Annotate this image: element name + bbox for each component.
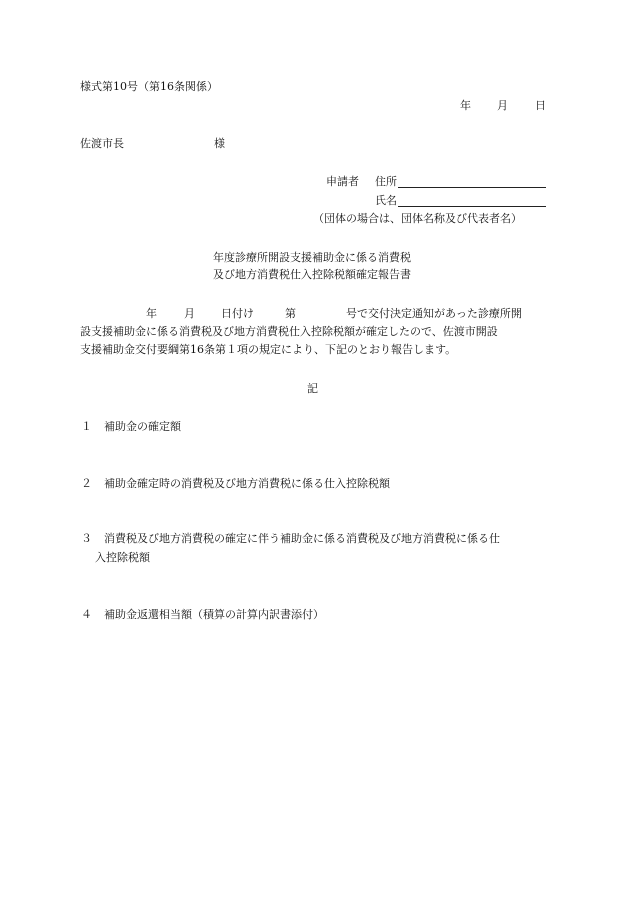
body-dated: 日付け <box>221 307 254 320</box>
applicant-note: （団体の場合は、団体名称及び代表者名） <box>313 212 522 225</box>
item-4-number: ４ <box>81 608 92 621</box>
document-title-line1: 年度診療所開設支援補助金に係る消費税 <box>213 251 411 264</box>
date-day: 日 <box>535 99 546 112</box>
date-month: 月 <box>497 99 508 112</box>
date-year: 年 <box>460 99 471 112</box>
body-line2: 設支援補助金に係る消費税及び地方消費税仕入控除税額が確定したので、佐渡市開設 <box>80 325 498 338</box>
item-4-text: 補助金返還相当額（積算の計算内訳書添付） <box>104 608 324 621</box>
body-line3: 支援補助金交付要綱第16条第１項の規定により、下記のとおり報告します。 <box>80 343 457 356</box>
body-month: 月 <box>184 307 195 320</box>
ki-heading: 記 <box>307 382 318 395</box>
addressee-name: 佐渡市長 <box>80 137 124 150</box>
applicant-address-label: 住所 <box>375 175 397 188</box>
item-3-number: ３ <box>81 532 92 545</box>
body-line1-rest: 号で交付決定通知があった診療所開 <box>346 307 522 320</box>
item-1-text: 補助金の確定額 <box>104 420 181 433</box>
item-2-text: 補助金確定時の消費税及び地方消費税に係る仕入控除税額 <box>104 477 390 490</box>
applicant-role: 申請者 <box>326 175 359 188</box>
applicant-name-line <box>398 194 546 211</box>
item-1-number: １ <box>81 420 92 433</box>
item-2-number: ２ <box>81 477 92 490</box>
applicant-name-label: 氏名 <box>375 194 397 207</box>
body-year: 年 <box>146 307 157 320</box>
item-3-text: 消費税及び地方消費税の確定に伴う補助金に係る消費税及び地方消費税に係る仕 <box>104 532 500 545</box>
body-number-prefix: 第 <box>285 307 296 320</box>
item-3-text-cont: 入控除税額 <box>95 551 150 564</box>
document-title-line2: 及び地方消費税仕入控除税額確定報告書 <box>213 268 411 281</box>
applicant-address-line <box>398 175 546 192</box>
form-id: 様式第10号（第16条関係） <box>80 80 218 93</box>
addressee-honorific: 様 <box>214 137 225 150</box>
